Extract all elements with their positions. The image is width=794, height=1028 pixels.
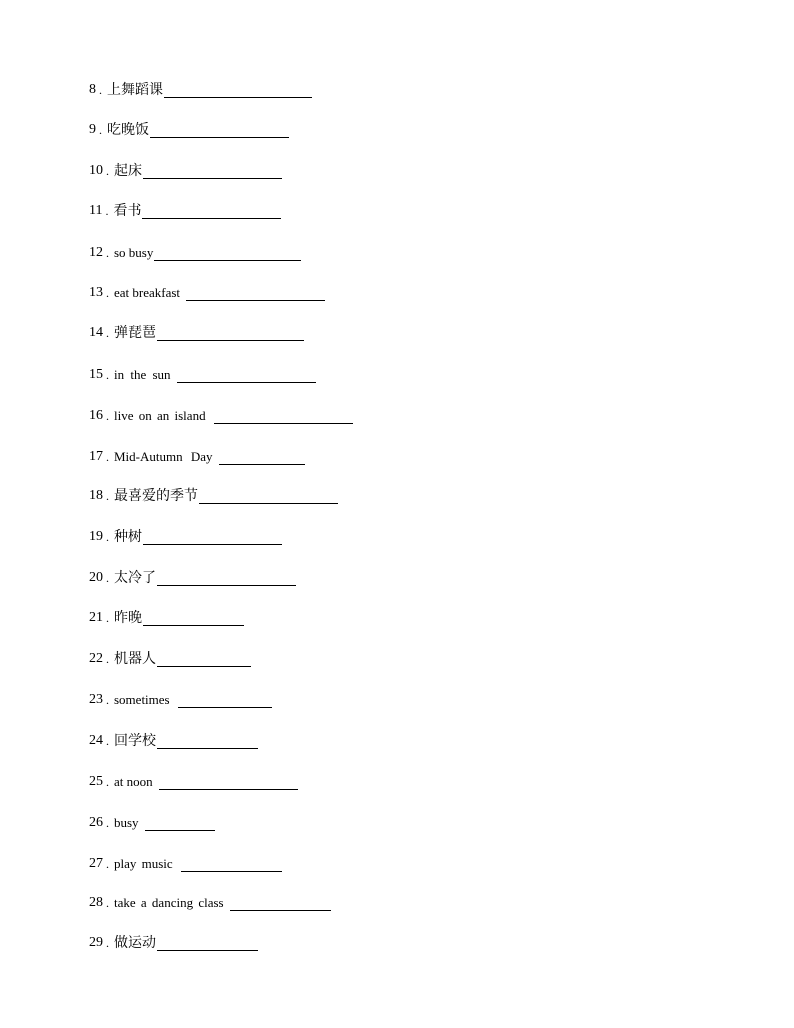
item-separator: . <box>106 489 109 503</box>
item-separator: . <box>106 936 109 950</box>
answer-blank[interactable] <box>214 423 353 424</box>
item-prompt: take a dancing class <box>114 895 224 910</box>
item-prompt: eat breakfast <box>114 285 181 300</box>
list-item <box>89 199 281 219</box>
item-separator: . <box>106 775 109 789</box>
item-prompt: live on an island <box>114 408 206 423</box>
item-number: 28 <box>89 895 103 910</box>
answer-blank[interactable] <box>157 585 296 586</box>
item-number: 13 <box>89 285 103 300</box>
item-prompt: 起床 <box>114 163 142 179</box>
item-separator: . <box>99 83 102 97</box>
item-prompt: 弹琵琶 <box>114 325 156 341</box>
list-item <box>89 852 282 872</box>
list-item <box>89 321 304 341</box>
item-prompt: 看书 <box>113 203 142 219</box>
answer-blank[interactable] <box>145 830 215 831</box>
item-number: 17 <box>89 449 103 464</box>
list-item <box>89 241 301 261</box>
answer-blank[interactable] <box>219 464 305 465</box>
item-separator: . <box>106 326 109 340</box>
item-prompt: 种树 <box>114 529 142 545</box>
answer-blank[interactable] <box>143 625 244 626</box>
answer-blank[interactable] <box>150 137 289 138</box>
item-number: 20 <box>89 570 103 585</box>
item-prompt: in the sun <box>114 367 171 382</box>
item-separator: . <box>106 164 109 178</box>
item-separator: . <box>106 652 109 666</box>
list-item <box>89 118 289 138</box>
answer-blank[interactable] <box>142 218 281 219</box>
item-number: 12 <box>89 245 103 260</box>
item-number: 16 <box>89 408 103 423</box>
item-prompt: 最喜爱的季节 <box>114 488 198 504</box>
item-separator: . <box>106 693 109 707</box>
item-prompt: 做运动 <box>114 935 156 951</box>
item-number: 25 <box>89 774 103 789</box>
answer-blank[interactable] <box>154 260 301 261</box>
item-number: 14 <box>89 325 103 340</box>
answer-blank[interactable] <box>230 910 331 911</box>
list-item <box>89 647 251 667</box>
list-item <box>89 525 282 545</box>
item-prompt: 太冷了 <box>114 570 156 586</box>
item-number: 26 <box>89 815 103 830</box>
item-number: 11 <box>89 203 103 218</box>
list-item <box>89 770 298 790</box>
item-separator: . <box>106 857 109 871</box>
answer-blank[interactable] <box>178 707 272 708</box>
item-separator: . <box>99 123 102 137</box>
item-prompt: Mid-Autumn Day <box>114 449 213 464</box>
list-item <box>89 566 296 586</box>
list-item <box>89 159 282 179</box>
list-item <box>89 78 312 98</box>
item-separator: . <box>106 409 109 423</box>
item-prompt: 昨晚 <box>114 610 142 626</box>
answer-blank[interactable] <box>186 300 325 301</box>
item-separator: . <box>106 896 109 910</box>
item-prompt: sometimes <box>114 692 170 707</box>
item-separator: . <box>106 611 109 625</box>
item-prompt: 回学校 <box>114 733 156 749</box>
answer-blank[interactable] <box>164 97 312 98</box>
item-separator: . <box>105 204 109 218</box>
answer-blank[interactable] <box>199 503 338 504</box>
answer-blank[interactable] <box>143 544 282 545</box>
item-number: 22 <box>89 651 103 666</box>
item-separator: . <box>106 734 109 748</box>
item-number: 9 <box>89 122 96 137</box>
answer-blank[interactable] <box>159 789 298 790</box>
list-item <box>89 606 244 626</box>
item-prompt: so busy <box>114 245 154 260</box>
item-number: 19 <box>89 529 103 544</box>
list-item <box>89 891 331 911</box>
item-prompt: play music <box>114 856 173 871</box>
list-item <box>89 404 353 424</box>
item-prompt: at noon <box>114 774 153 789</box>
item-prompt: busy <box>114 815 139 830</box>
item-separator: . <box>106 816 109 830</box>
item-prompt: 机器人 <box>114 651 156 667</box>
answer-blank[interactable] <box>177 382 316 383</box>
item-separator: . <box>106 368 109 382</box>
item-separator: . <box>106 571 109 585</box>
list-item <box>89 363 316 383</box>
answer-blank[interactable] <box>157 340 304 341</box>
answer-blank[interactable] <box>157 950 258 951</box>
item-number: 24 <box>89 733 103 748</box>
item-prompt: 吃晚饭 <box>107 122 149 138</box>
list-item <box>89 445 305 465</box>
answer-blank[interactable] <box>143 178 282 179</box>
item-number: 8 <box>89 82 96 97</box>
answer-blank[interactable] <box>181 871 282 872</box>
list-item <box>89 729 258 749</box>
list-item <box>89 484 338 504</box>
item-number: 10 <box>89 163 103 178</box>
item-separator: . <box>106 530 109 544</box>
item-prompt: 上舞蹈课 <box>107 82 163 98</box>
list-item <box>89 281 325 301</box>
answer-blank[interactable] <box>157 748 258 749</box>
list-item <box>89 688 272 708</box>
answer-blank[interactable] <box>157 666 251 667</box>
item-number: 21 <box>89 610 103 625</box>
item-number: 29 <box>89 935 103 950</box>
item-number: 27 <box>89 856 103 871</box>
item-number: 18 <box>89 488 103 503</box>
item-separator: . <box>106 286 109 300</box>
item-separator: . <box>106 450 109 464</box>
item-number: 23 <box>89 692 103 707</box>
item-separator: . <box>106 246 109 260</box>
list-item <box>89 931 258 951</box>
item-number: 15 <box>89 367 103 382</box>
list-item <box>89 811 215 831</box>
